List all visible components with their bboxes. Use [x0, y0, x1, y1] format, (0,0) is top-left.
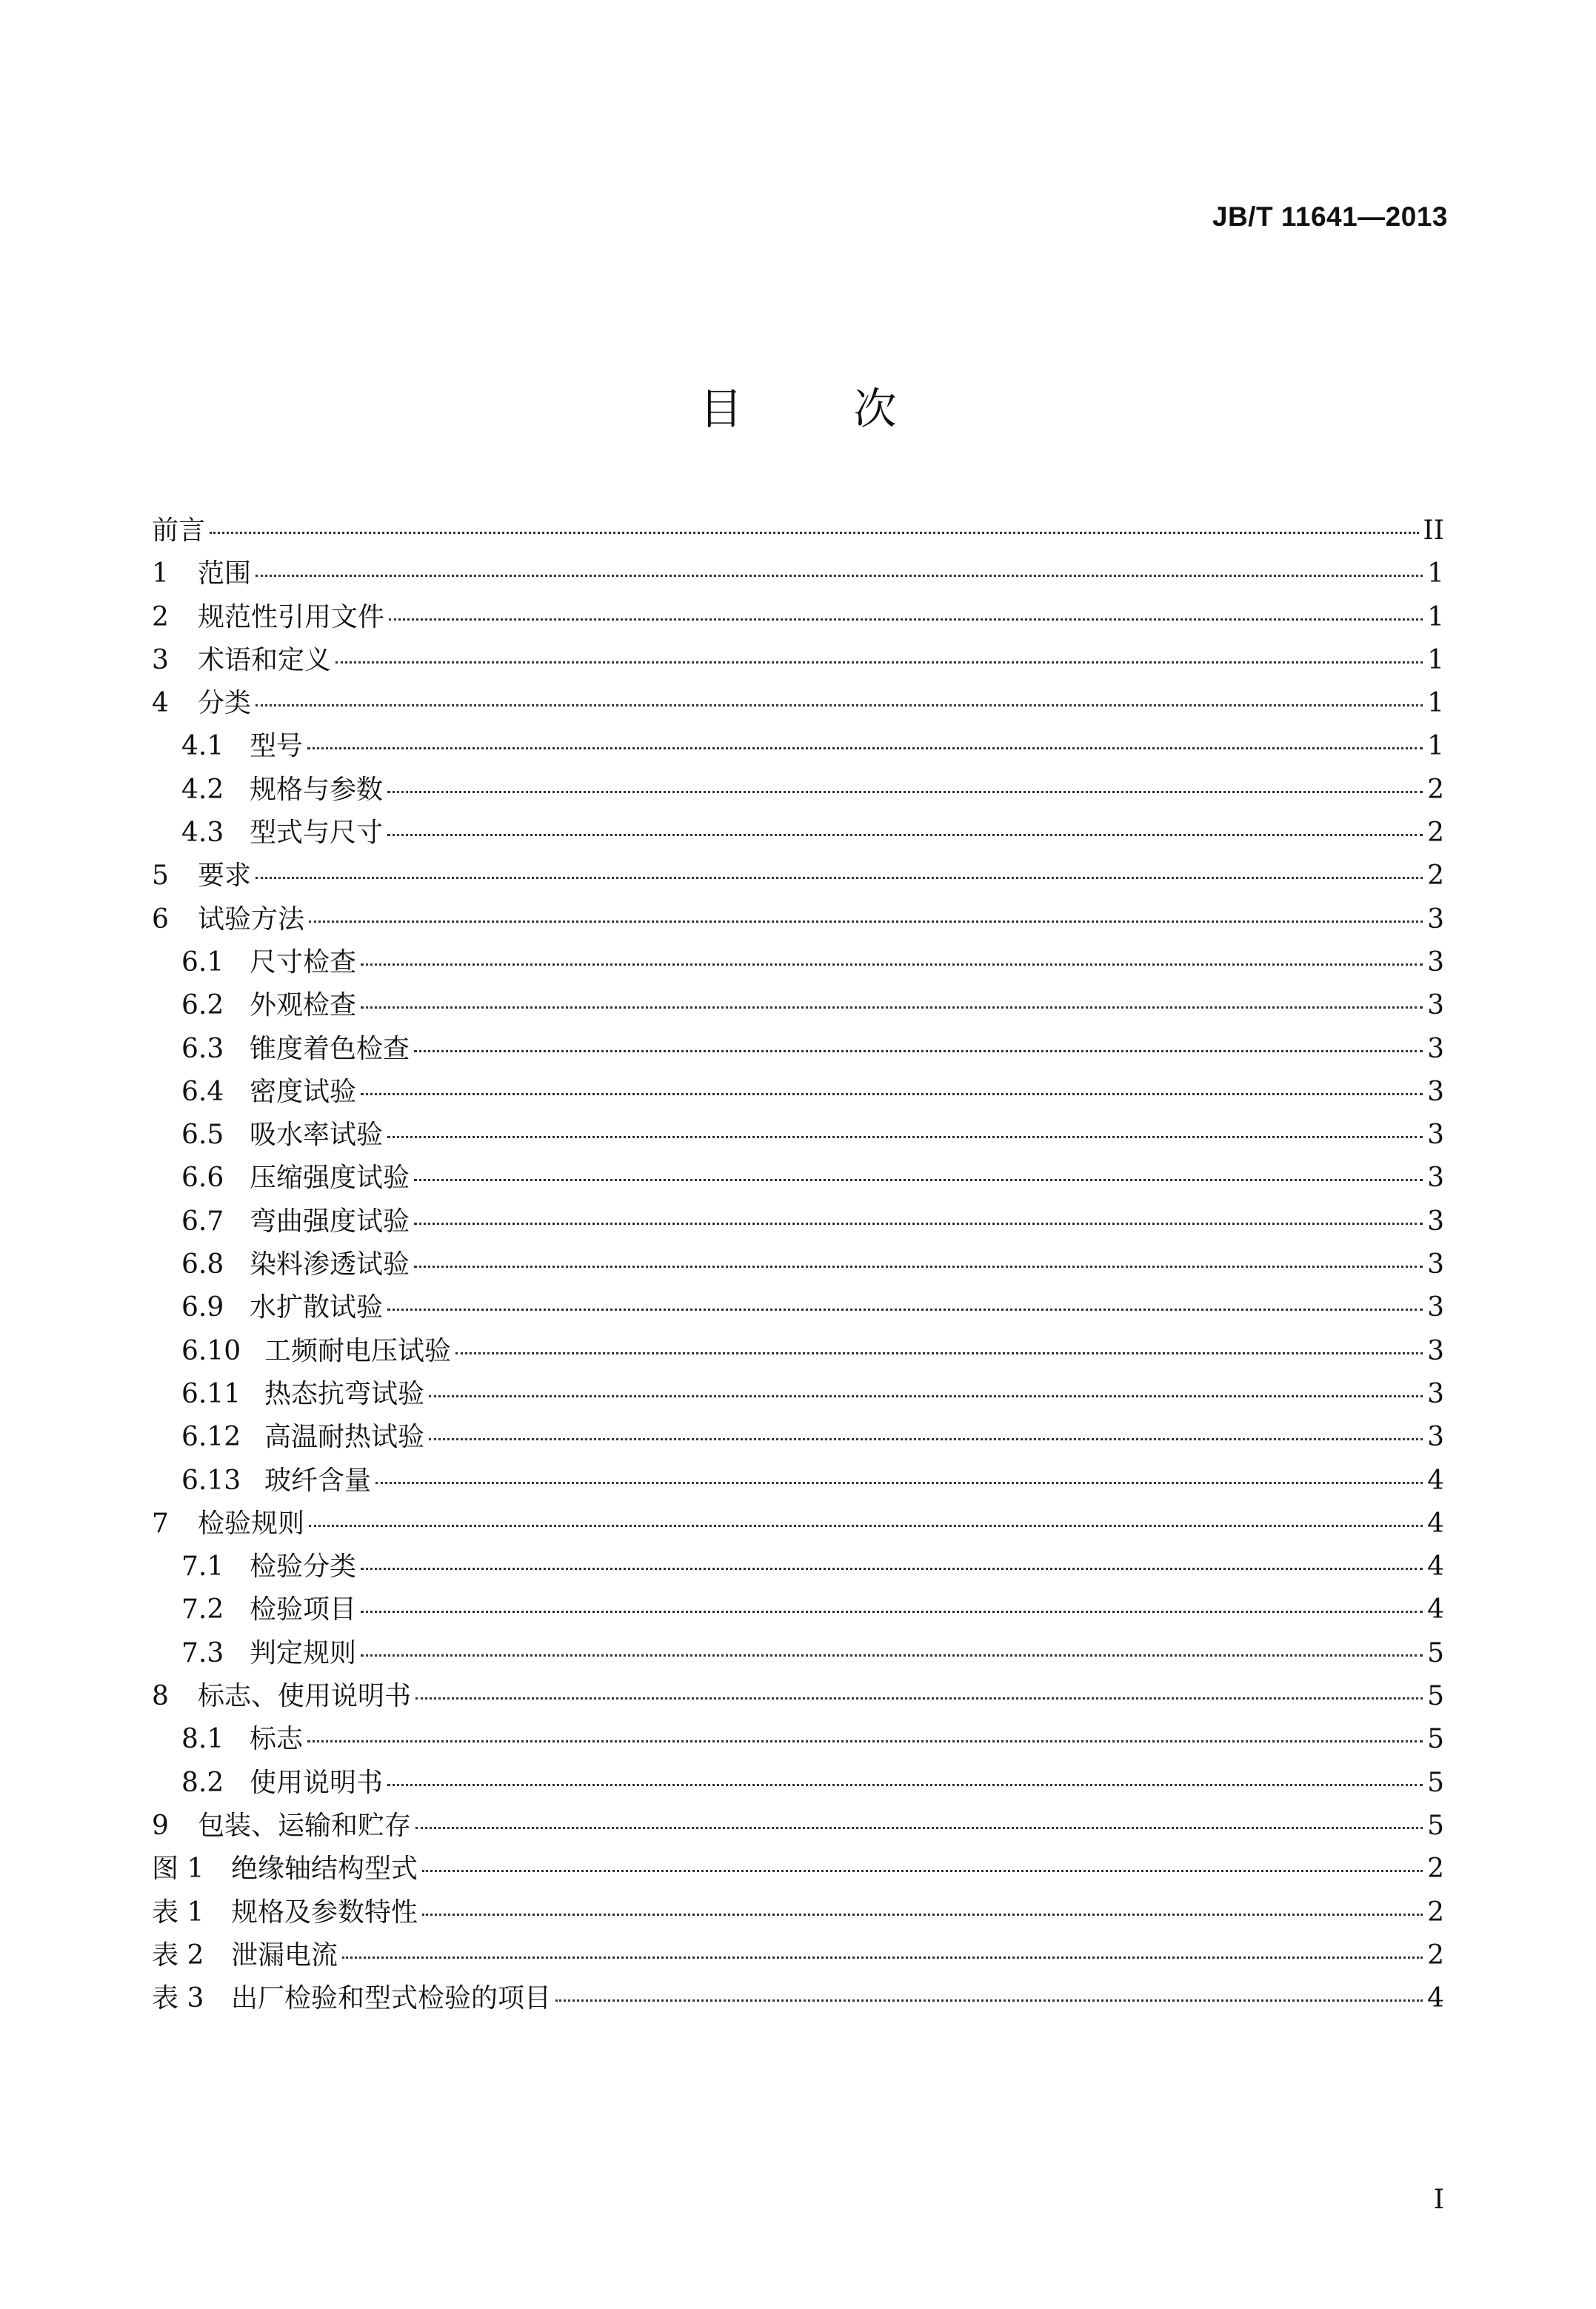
toc-entry[interactable] — [152, 1286, 1444, 1329]
page-title-left: 目 — [699, 384, 743, 434]
toc-entry-number: 1 — [152, 558, 169, 589]
toc-dot-leader — [256, 575, 1423, 577]
toc-entry-number: 6.2 — [181, 990, 224, 1021]
toc-entry-label: 出厂检验和型式检验的项目 — [231, 1983, 552, 2014]
toc-entry[interactable] — [152, 509, 1444, 552]
toc-entry-page: 4 — [1427, 1508, 1444, 1539]
toc-dot-leader — [361, 963, 1423, 966]
toc-dot-leader — [335, 661, 1423, 664]
toc-entry-number: 5 — [152, 861, 169, 892]
toc-dot-leader — [307, 1740, 1423, 1742]
toc-entry-page: 1 — [1427, 558, 1444, 589]
toc-entry[interactable] — [152, 1503, 1444, 1546]
toc-entry-page: 3 — [1427, 1378, 1444, 1409]
toc-entry-label: 吸水率试验 — [250, 1120, 384, 1151]
toc-entry-page: 3 — [1427, 1120, 1444, 1151]
toc-entry-label: 密度试验 — [250, 1076, 357, 1107]
toc-dot-leader — [387, 834, 1423, 836]
toc-entry-label: 规格及参数特性 — [231, 1897, 418, 1928]
toc-entry-number: 表 1 — [152, 1897, 204, 1928]
toc-entry[interactable] — [152, 1114, 1444, 1157]
toc-entry-page: 3 — [1427, 1076, 1444, 1107]
toc-entry-page: 5 — [1427, 1767, 1444, 1798]
toc-entry-number: 表 2 — [152, 1939, 204, 1971]
table-of-contents — [152, 509, 1444, 2020]
toc-entry[interactable] — [152, 1891, 1444, 1934]
toc-entry[interactable] — [152, 1373, 1444, 1416]
toc-entry-label: 水扩散试验 — [250, 1292, 384, 1323]
toc-entry-label: 使用说明书 — [250, 1767, 384, 1798]
toc-entry[interactable] — [152, 552, 1444, 595]
toc-entry-label: 压缩强度试验 — [250, 1163, 410, 1194]
toc-entry-number: 7.2 — [181, 1594, 224, 1625]
toc-entry[interactable] — [152, 1848, 1444, 1891]
toc-entry-number: 7.1 — [181, 1551, 224, 1583]
toc-entry[interactable] — [152, 1330, 1444, 1373]
toc-entry-page: 2 — [1427, 1854, 1444, 1885]
toc-entry[interactable] — [152, 941, 1444, 984]
toc-entry[interactable] — [152, 769, 1444, 812]
toc-entry-number: 6.7 — [181, 1206, 224, 1237]
toc-entry-page: 2 — [1427, 861, 1444, 892]
toc-entry[interactable] — [152, 1028, 1444, 1071]
toc-entry[interactable] — [152, 1460, 1444, 1503]
toc-dot-leader — [422, 1914, 1423, 1916]
toc-entry[interactable] — [152, 1546, 1444, 1588]
toc-entry-page: 3 — [1427, 1335, 1444, 1366]
toc-entry-page: 3 — [1427, 1033, 1444, 1064]
toc-entry-label: 绝缘轴结构型式 — [231, 1854, 418, 1885]
toc-dot-leader — [361, 1006, 1423, 1009]
toc-dot-leader — [555, 1999, 1423, 2002]
toc-dot-leader — [361, 1654, 1423, 1657]
page-number: I — [1433, 2185, 1444, 2215]
toc-dot-leader — [361, 1093, 1423, 1095]
toc-entry-label: 规格与参数 — [250, 774, 384, 805]
toc-dot-leader — [429, 1438, 1423, 1440]
toc-entry-label: 检验项目 — [250, 1594, 357, 1625]
toc-entry-label: 型式与尺寸 — [250, 818, 384, 849]
toc-entry-page: 4 — [1427, 1983, 1444, 2014]
toc-entry-number: 4 — [152, 688, 169, 719]
toc-entry-page: 5 — [1427, 1637, 1444, 1668]
toc-entry-label: 试验方法 — [198, 903, 305, 935]
toc-entry-label: 高温耐热试验 — [264, 1422, 425, 1453]
toc-dot-leader — [429, 1395, 1423, 1397]
toc-entry-number: 6.6 — [181, 1163, 224, 1194]
toc-dot-leader — [361, 1611, 1423, 1613]
toc-entry-page: 3 — [1427, 946, 1444, 978]
toc-entry-number: 8.2 — [181, 1767, 224, 1798]
toc-entry-number: 4.3 — [181, 818, 224, 849]
toc-entry-label: 包装、运输和贮存 — [198, 1810, 412, 1841]
toc-entry[interactable] — [152, 1416, 1444, 1459]
toc-entry-label: 玻纤含量 — [264, 1465, 372, 1496]
toc-entry-page: 3 — [1427, 1206, 1444, 1237]
toc-entry-number: 8 — [152, 1681, 169, 1712]
toc-entry-number: 6 — [152, 903, 169, 935]
toc-entry[interactable] — [152, 1762, 1444, 1805]
toc-entry-label: 型号 — [250, 731, 304, 762]
toc-entry-number: 6.10 — [181, 1335, 241, 1366]
toc-entry-number: 6.8 — [181, 1249, 224, 1280]
toc-entry[interactable] — [152, 725, 1444, 768]
toc-dot-leader — [414, 1050, 1423, 1052]
toc-entry-label: 判定规则 — [250, 1637, 357, 1668]
toc-dot-leader — [415, 1697, 1423, 1700]
toc-entry-number: 6.13 — [181, 1465, 241, 1496]
toc-entry-number: 6.11 — [181, 1378, 241, 1409]
toc-entry-label: 染料渗透试验 — [250, 1249, 410, 1280]
toc-entry-label: 范围 — [198, 558, 252, 589]
toc-dot-leader — [375, 1482, 1423, 1484]
toc-dot-leader — [309, 920, 1423, 923]
toc-dot-leader — [387, 1309, 1423, 1311]
toc-entry[interactable] — [152, 984, 1444, 1027]
toc-entry-number: 4.2 — [181, 774, 224, 805]
toc-entry-number: 表 3 — [152, 1983, 204, 2014]
toc-entry[interactable] — [152, 1071, 1444, 1114]
toc-entry-number: 4.1 — [181, 731, 224, 762]
toc-entry-number: 6.12 — [181, 1422, 241, 1453]
toc-entry[interactable] — [152, 596, 1444, 639]
toc-entry-label: 泄漏电流 — [231, 1939, 338, 1971]
toc-entry-page: 3 — [1427, 990, 1444, 1021]
toc-entry-number: 7 — [152, 1508, 169, 1539]
toc-entry[interactable] — [152, 1243, 1444, 1286]
toc-entry-number: 7.3 — [181, 1637, 224, 1668]
toc-entry-page: 2 — [1427, 1939, 1444, 1971]
toc-entry-page: 2 — [1427, 1897, 1444, 1928]
toc-entry[interactable] — [152, 682, 1444, 725]
toc-entry-page: 3 — [1427, 1163, 1444, 1194]
toc-entry-page: 2 — [1427, 818, 1444, 849]
page-title — [0, 374, 1596, 436]
toc-dot-leader — [361, 1568, 1423, 1570]
toc-entry-number: 6.9 — [181, 1292, 224, 1323]
toc-entry[interactable] — [152, 1934, 1444, 1977]
toc-entry-label: 检验规则 — [198, 1508, 305, 1539]
toc-dot-leader — [422, 1870, 1423, 1872]
toc-entry[interactable] — [152, 1977, 1444, 2020]
toc-entry[interactable] — [152, 898, 1444, 941]
toc-entry-number: 3 — [152, 644, 169, 675]
standard-code: JB/T 11641—2013 — [1212, 201, 1448, 232]
toc-entry-number: 8.1 — [181, 1724, 224, 1755]
toc-entry-page: 4 — [1427, 1594, 1444, 1625]
toc-entry-label: 标志、使用说明书 — [198, 1681, 412, 1712]
toc-entry-label: 尺寸检查 — [250, 946, 357, 978]
toc-entry-page: 5 — [1427, 1724, 1444, 1755]
page-title-right: 次 — [853, 384, 897, 434]
toc-entry[interactable] — [152, 1718, 1444, 1761]
toc-entry-label: 前言 — [152, 515, 206, 546]
toc-entry-label: 标志 — [250, 1724, 304, 1755]
toc-entry-page: 4 — [1427, 1465, 1444, 1496]
toc-entry-number: 6.3 — [181, 1033, 224, 1064]
toc-entry[interactable] — [152, 812, 1444, 855]
toc-entry-label: 术语和定义 — [198, 644, 332, 675]
toc-entry-page: 1 — [1427, 601, 1444, 632]
toc-dot-leader — [309, 1525, 1423, 1527]
toc-entry-number: 9 — [152, 1810, 169, 1841]
toc-entry-page: 1 — [1427, 688, 1444, 719]
toc-entry-label: 要求 — [198, 861, 252, 892]
toc-dot-leader — [210, 532, 1419, 534]
toc-dot-leader — [414, 1179, 1423, 1181]
toc-dot-leader — [256, 877, 1423, 879]
toc-entry-page: 1 — [1427, 644, 1444, 675]
toc-entry-label: 工频耐电压试验 — [264, 1335, 452, 1366]
toc-entry-page: II — [1423, 515, 1444, 546]
toc-entry[interactable] — [152, 1675, 1444, 1718]
toc-entry-page: 5 — [1427, 1810, 1444, 1841]
toc-entry-label: 检验分类 — [250, 1551, 357, 1583]
toc-entry-label: 弯曲强度试验 — [250, 1206, 410, 1237]
toc-entry-number: 6.1 — [181, 946, 224, 978]
toc-entry-label: 锥度着色检查 — [250, 1033, 410, 1064]
toc-entry-page: 3 — [1427, 903, 1444, 935]
toc-entry-number: 图 1 — [152, 1854, 204, 1885]
toc-dot-leader — [387, 791, 1423, 793]
toc-entry-label: 分类 — [198, 688, 252, 719]
toc-dot-leader — [342, 1957, 1423, 1959]
toc-entry[interactable] — [152, 1805, 1444, 1848]
toc-dot-leader — [389, 618, 1423, 621]
toc-entry-label: 热态抗弯试验 — [264, 1378, 425, 1409]
toc-entry-page: 1 — [1427, 731, 1444, 762]
toc-entry-label: 外观检查 — [250, 990, 357, 1021]
toc-entry-label: 规范性引用文件 — [198, 601, 385, 632]
toc-dot-leader — [414, 1266, 1423, 1268]
toc-entry[interactable] — [152, 855, 1444, 898]
toc-entry-page: 4 — [1427, 1551, 1444, 1583]
toc-entry-page: 2 — [1427, 774, 1444, 805]
toc-entry-number: 6.5 — [181, 1120, 224, 1151]
toc-entry-number: 6.4 — [181, 1076, 224, 1107]
toc-entry[interactable] — [152, 1632, 1444, 1675]
toc-dot-leader — [455, 1352, 1423, 1354]
toc-entry-page: 3 — [1427, 1422, 1444, 1453]
toc-dot-leader — [414, 1223, 1423, 1225]
toc-entry-page: 3 — [1427, 1249, 1444, 1280]
toc-entry[interactable] — [152, 1200, 1444, 1243]
toc-entry-number: 2 — [152, 601, 169, 632]
toc-dot-leader — [387, 1784, 1423, 1786]
toc-entry[interactable] — [152, 1588, 1444, 1631]
toc-dot-leader — [415, 1827, 1423, 1829]
toc-dot-leader — [307, 747, 1423, 749]
toc-entry[interactable] — [152, 1157, 1444, 1200]
toc-entry-page: 3 — [1427, 1292, 1444, 1323]
toc-dot-leader — [256, 704, 1423, 706]
toc-entry[interactable] — [152, 639, 1444, 682]
toc-dot-leader — [387, 1136, 1423, 1138]
toc-entry-page: 5 — [1427, 1681, 1444, 1712]
